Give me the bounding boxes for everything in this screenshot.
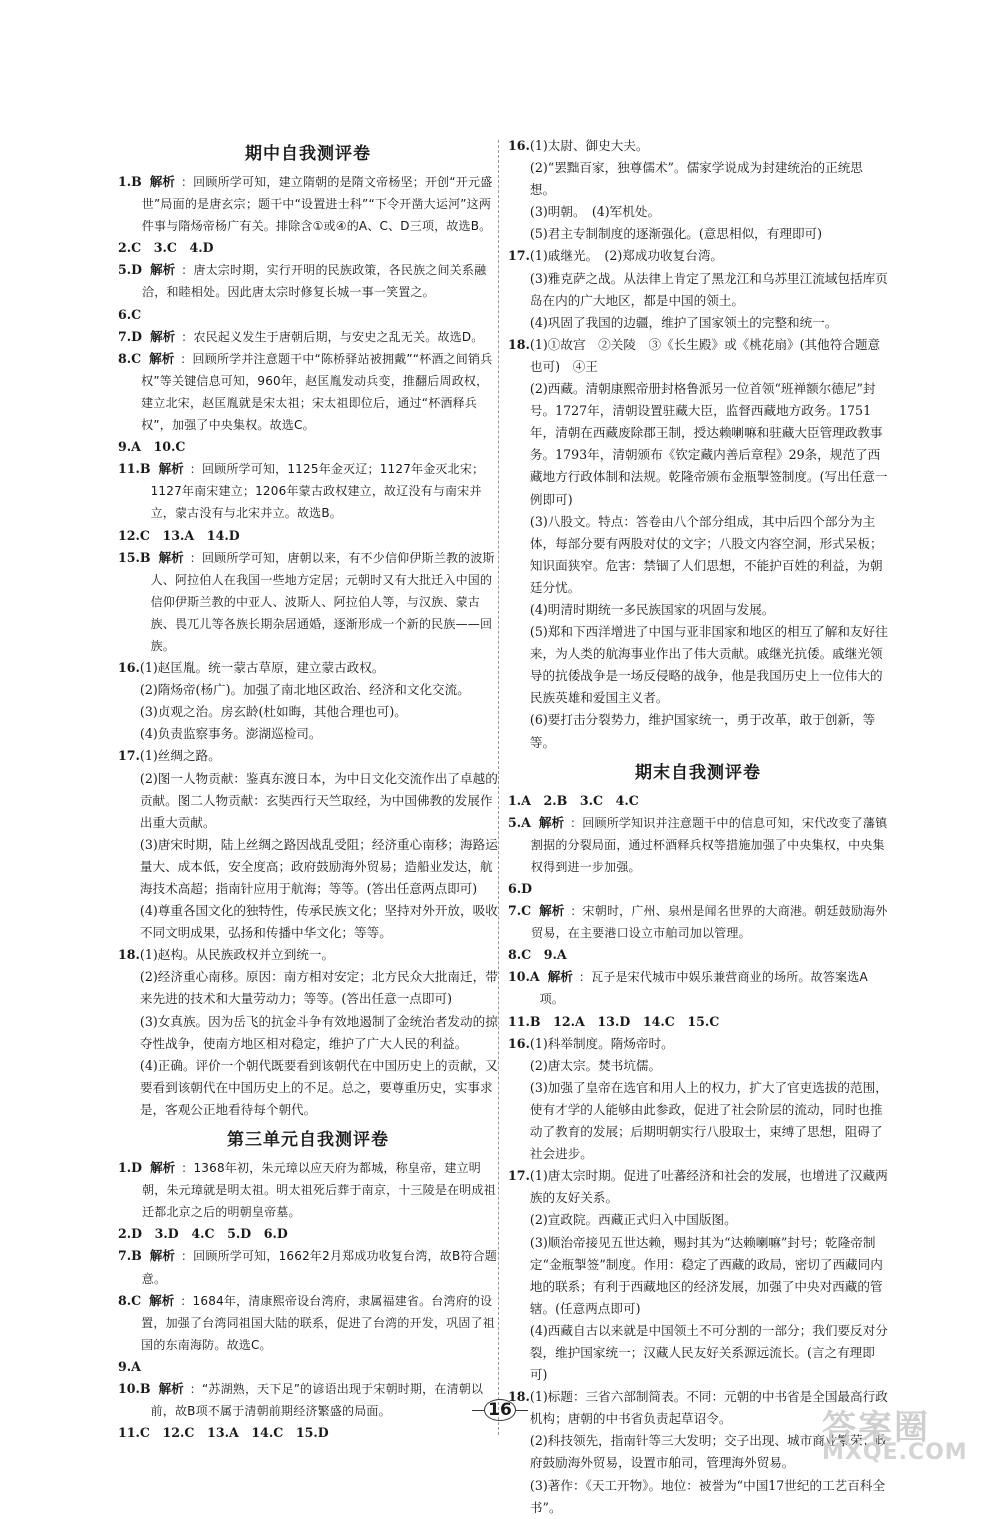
answer-body <box>141 304 498 326</box>
midterm-answer-list <box>118 171 498 1121</box>
answer-body <box>185 436 498 458</box>
left-column <box>118 135 498 1444</box>
explanation-text: ：回顾所学并注意题干中“陈桥驿站被拥戴”“杯酒之间销兵权”等关键信息可知，960年，赵匡胤发动兵变，推翻后周政权，建立北宋，赵匡胤就是宋太祖；宋太祖即位后，通过“杯酒释兵权”，加强了中央集权。故选C。 <box>141 351 493 433</box>
answer-item <box>508 1165 888 1386</box>
answer-body <box>532 878 888 900</box>
answer-body <box>531 812 888 878</box>
sub-answer: (4)尊重各国文化的独特性，传承民族文化；坚持对外开放，吸收不同文明成果，弘扬和传播中华文化；等等。 <box>139 903 498 941</box>
answer-body <box>142 326 498 348</box>
answer-number: 9.A <box>118 1358 141 1374</box>
answer-item <box>118 237 498 259</box>
explanation-text: ：宋朝时，广州、泉州是闻名世界的大商港。朝廷鼓励海外贸易，在主要港口设立市舶司加以管理。 <box>531 904 888 941</box>
answer-body <box>141 348 498 436</box>
answer-item <box>118 348 498 436</box>
answer-item <box>118 1223 498 1245</box>
sub-answer: (3)著作：《天工开物》。地位：被誉为“中国17世纪的工艺百科全书”。 <box>529 1477 886 1515</box>
sub-answer: (5)君主专制制度的逐渐强化。(意思相似，有理即可) <box>529 226 823 242</box>
watermark-url: MXQE.COM <box>822 1440 968 1465</box>
answer-number: 17. <box>508 248 530 264</box>
answer-body <box>142 1157 498 1223</box>
explanation-text: ：“苏湖熟，天下足”的谚语出现于宋朝时期，在清朝以前，故B项不属于清朝前期经济繁盛的局面。 <box>150 1381 484 1419</box>
explanation-tag: 解析 <box>547 969 573 985</box>
answer-item <box>118 547 498 657</box>
answer-item <box>508 900 888 944</box>
explanation-text: ：唐太宗时期，实行开明的民族政策，各民族之间关系融洽，和睦相处。因此唐太宗时修复长城一事一笑置之。 <box>142 263 487 300</box>
answer-item <box>118 436 498 458</box>
sub-answer: (2)图一人物贡献：鉴真东渡日本，为中日文化交流作出了卓越的贡献。图二人物贡献：玄奘西行天竺取经，为中国佛教的发展作出重大贡献。 <box>139 770 498 830</box>
sub-answer: (1)太尉、御史大夫。 <box>529 138 649 153</box>
sub-answer: (4)巩固了我国的边疆，维护了国家领土的完整和统一。 <box>529 314 838 330</box>
answer-body <box>530 1165 888 1386</box>
answer-body <box>719 1011 888 1033</box>
answer-body <box>151 547 498 657</box>
explanation-text: ：回顾所学可知，唐朝以来，有不少信仰伊斯兰教的波斯人、阿拉伯人在我国一些地方定居；元朝时又有大批迁入中国的信仰伊斯兰教的中亚人、波斯人、阿拉伯人等，与汉族、蒙古族、畏兀儿等各族长期杂居通婚，逐渐形成一个新的民族——回族。 <box>150 550 495 653</box>
answer-number: 5.D <box>118 262 143 278</box>
answer-number: 10.B <box>118 1380 151 1396</box>
explanation-tag: 解析 <box>149 1248 175 1264</box>
explanation-tag: 解析 <box>150 262 176 278</box>
answer-item <box>508 812 888 878</box>
answer-item <box>508 1033 888 1166</box>
answer-body <box>639 790 888 812</box>
answer-body <box>214 237 498 259</box>
answer-item <box>118 944 498 1121</box>
explanation-tag: 解析 <box>539 903 565 919</box>
answer-number: 11.C 12.C 13.A 14.C 15.D <box>118 1425 329 1441</box>
sub-answer: (3)加强了皇帝在选官和用人上的权力，扩大了官吏选拔的范围，使有才学的人能够由此参政，促进了社会阶层的流动，同时也推动了教育的发展；后期明朝实行八股取士，束缚了思想，阻碍了社会进步。 <box>529 1079 888 1162</box>
explanation-tag: 解析 <box>158 1380 184 1396</box>
answer-number: 11.B 12.A 13.D 14.C 15.C <box>508 1013 720 1029</box>
answer-number: 10.A <box>508 969 540 985</box>
answer-number: 6.C <box>118 306 142 322</box>
answer-number: 8.C 9.A <box>508 947 567 963</box>
answer-item <box>508 245 888 333</box>
answer-body <box>140 657 498 745</box>
answer-body <box>567 944 888 966</box>
answer-body <box>140 944 498 1121</box>
answer-body <box>540 966 888 1010</box>
sub-answer: (5)郑和下西洋增进了中国与亚非国家和地区的相互了解和友好往来，为人类的航海事业作出了伟大贡献。戚继光抗倭。戚继光领导的抗倭战争是一场反侵略的战争，他是我国历史上一位伟大的民族英雄和爱国主义者。 <box>529 624 888 706</box>
page-number-dash-left <box>472 1410 484 1411</box>
final-section-title: 期末自我测评卷 <box>635 762 761 783</box>
sub-answer: (3)八股文。特点：答卷由八个部分组成，其中后四个部分为主体，每部分要有两股对仗的文字；八股文内容空洞，形式呆板；知识面狭窄。危害：禁锢了人们思想，不能护百姓的利益，为朝廷分忧。 <box>529 513 883 595</box>
answer-item <box>118 1290 498 1356</box>
answer-body <box>530 135 888 245</box>
answer-number: 17. <box>508 1168 530 1184</box>
explanation-text: ：1368年初，朱元璋以应天府为都城，称皇帝，建立明朝，朱元璋就是明太祖。明太祖死后葬于南京，十三陵是在明成祖迁都北京之后的明朝皇帝墓。 <box>142 1161 496 1220</box>
answer-item <box>118 745 498 944</box>
answer-body <box>240 525 498 547</box>
explanation-text: ：回顾所学可知，1662年2月郑成功收复台湾，故B符合题意。 <box>141 1249 497 1286</box>
answer-number: 1.D <box>118 1160 143 1176</box>
sub-answer: (2)隋炀帝(杨广)。加强了南北地区政治、经济和文化交流。 <box>139 682 470 698</box>
page-number-value: 16 <box>484 1399 516 1421</box>
answer-number: 18. <box>508 336 530 352</box>
sub-answer: (2)宣政院。西藏正式归入中国版图。 <box>529 1212 737 1228</box>
explanation-text: ：回顾所学可知，1125年金灭辽；1127年金灭北宋；1127年南宋建立；1206年蒙古政权建立，故辽没有与南宋并立，蒙古没有与北宋并立。故选B。 <box>150 462 485 521</box>
sub-answer: (2)科技领先，指南针等三大发明；交子出现、城市商业繁荣；政府鼓励海外贸易，设置市舶司，管理海外贸易。 <box>529 1433 888 1471</box>
answer-body <box>329 1422 498 1444</box>
explanation-text: ：回顾所学知识并注意题干中的信息可知，宋代改变了藩镇割据的分裂局面，通过杯酒释兵权等措施加强了中央集权，中央集权得到进一步加强。 <box>530 815 888 874</box>
sub-answer: (2)唐太宗。焚书坑儒。 <box>529 1057 662 1073</box>
answer-body <box>530 245 888 333</box>
answer-number: 7.D <box>118 328 143 344</box>
answer-body <box>142 259 498 303</box>
sub-answer: (1)科举制度。隋炀帝时。 <box>529 1035 674 1051</box>
sub-answer: (4)明清时期统一多民族国家的巩固与发展。 <box>529 601 775 617</box>
answer-body <box>288 1223 498 1245</box>
explanation-tag: 解析 <box>158 461 184 477</box>
sub-answer: (1)唐太宗时期。促进了吐蕃经济和社会的发展，也增进了汉藏两族的友好关系。 <box>529 1168 888 1206</box>
answer-number: 7.C <box>508 903 532 919</box>
answer-number: 8.C <box>118 1292 142 1308</box>
column-divider <box>498 140 499 1435</box>
explanation-text: ：1684年，清康熙帝设台湾府，隶属福建省。台湾府的设置，加强了台湾同祖国大陆的联系，促进了台湾的开发，巩固了祖国的东南海防。故选C。 <box>141 1293 495 1352</box>
page-number-dash-right <box>516 1410 528 1411</box>
sub-answer: (3)雅克萨之战。从法律上肯定了黑龙江和乌苏里江流域包括库页岛在内的广大地区，都是中国的领土。 <box>529 270 888 308</box>
unit3-section-title: 第三单元自我测评卷 <box>227 1130 389 1151</box>
answer-item <box>118 1356 498 1378</box>
answer-item <box>118 1245 498 1289</box>
answer-item <box>508 1011 888 1033</box>
answer-item <box>118 1422 498 1444</box>
sub-answer: (4)正确。评价一个朝代既要看到该朝代在中国历史上的贡献，又要看到该朝代在中国历史上的不足。总之，要尊重历史，实事求是，客观公正地看待每个朝代。 <box>139 1057 498 1117</box>
answer-body <box>151 1378 498 1422</box>
sub-answer: (1)赵匡胤。统一蒙古草原，建立蒙古政权。 <box>139 660 385 676</box>
answer-number: 16. <box>508 1035 530 1051</box>
answer-item <box>508 334 888 754</box>
answer-number: 2.C 3.C 4.D <box>118 240 214 256</box>
explanation-text: ：农民起义发生于唐朝后期，与安史之乱无关。故选D。 <box>181 329 484 344</box>
sub-answer: (2)西藏。清朝康熙帝册封格鲁派另一位首领“班禅额尔德尼”封号。1727年，清朝设置驻藏大臣，监督西藏地方政务。1751年，清朝在西藏废除郡王制，授达赖喇嘛和驻藏大臣管理政教事务。1793年，清朝颁布《钦定藏内善后章程》29条，规范了西藏地方行政体制和法规。乾隆帝颁布金瓶掣签制度。(写出任意一例即可) <box>529 381 888 507</box>
sub-answer: (3)贞观之治。房玄龄(杜如晦，其他合理也可)。 <box>139 704 407 720</box>
sub-answer: (1)赵构。从民族政权并立到统一。 <box>139 947 335 963</box>
answer-body <box>151 458 498 524</box>
right-column <box>508 135 888 1519</box>
answer-item <box>118 1157 498 1223</box>
midterm-section-title: 期中自我测评卷 <box>245 144 371 164</box>
sub-answer: (3)明朝。 (4)军机处。 <box>529 204 661 220</box>
sub-answer: (6)要打击分裂势力，维护国家统一，勇于改革，敢于创新，等等。 <box>529 712 876 750</box>
explanation-tag: 解析 <box>538 814 565 830</box>
answer-item <box>118 657 498 745</box>
answer-item <box>118 304 498 326</box>
sub-answer: (2)经济重心南移。原因：南方相对安定；北方民众大批南迁，带来先进的技术和大量劳动力；等等。(答出任意一点即可) <box>139 969 498 1007</box>
answer-number: 6.D <box>508 881 533 896</box>
explanation-tag: 解析 <box>150 328 176 344</box>
answer-item <box>118 1378 498 1422</box>
answer-body <box>142 171 498 237</box>
explanation-tag: 解析 <box>149 174 175 189</box>
answer-number: 7.B <box>118 1248 142 1264</box>
answer-body <box>140 745 498 944</box>
answer-item <box>118 326 498 348</box>
answer-body <box>141 1356 498 1378</box>
answer-body <box>531 900 888 944</box>
answer-item <box>508 944 888 966</box>
answer-number: 5.A <box>508 814 531 830</box>
sub-answer: (4)负责监察事务。澎湖巡检司。 <box>139 726 322 742</box>
answer-item <box>508 878 888 900</box>
answer-number: 15.B <box>118 549 151 565</box>
unit3-answer-list <box>118 1157 498 1444</box>
explanation-text: ：回顾所学可知，建立隋朝的是隋文帝杨坚；开创“开元盛世”局面的是唐玄宗；题干中“设置进士科”“下令开凿大运河”这两件事与隋炀帝杨广有关。排除含①或④的A、C、D三项，故选B。 <box>141 175 493 234</box>
sub-answer: (3)唐宋时期，陆上丝绸之路因战乱受阻；经济重心南移；海路运量大、成本低，安全度高；政府鼓励海外贸易；造船业发达，航海技术高超；指南针应用于航海；等等。(答出任意两点即可) <box>139 836 498 896</box>
sub-answer: (1)丝绸之路。 <box>139 748 221 764</box>
explanation-tag: 解析 <box>149 350 175 366</box>
sub-answer: (1)标题：三省六部制简表。不同：元朝的中书省是全国最高行政机构；唐朝的中书省负责起草诏令。 <box>529 1389 888 1427</box>
answer-number: 18. <box>508 1389 530 1405</box>
answer-item <box>118 171 498 237</box>
answer-item <box>118 458 498 524</box>
sub-answer: (3)顺治帝接见五世达赖，赐封其为“达赖喇嘛”封号；乾隆帝制定“金瓶掣签”制度。作用：稳定了西藏的政局，密切了西藏同内地的联系；有利于西藏地区的经济发展，加强了中央对西藏的管辖。(任意两点即可) <box>529 1234 883 1316</box>
answer-number: 18. <box>118 947 140 963</box>
answer-body <box>142 1245 498 1289</box>
answer-item <box>508 790 888 812</box>
sub-answer: (1)戚继光。 (2)郑成功收复台湾。 <box>529 248 724 264</box>
explanation-tag: 解析 <box>158 549 184 565</box>
watermark-logo: 答案圈 <box>822 1408 930 1448</box>
answer-number: 2.D 3.D 4.C 5.D 6.D <box>118 1226 288 1242</box>
answer-number: 11.B <box>118 461 151 477</box>
explanation-text: ：瓦子是宋代城市中娱乐兼营商业的场所。故答案选A项。 <box>539 970 868 1007</box>
answer-item <box>508 135 888 245</box>
sub-answer: (2)“罢黜百家，独尊儒术”。儒家学说成为封建统治的正统思想。 <box>529 160 863 198</box>
answer-number: 8.C <box>118 350 142 366</box>
answer-item <box>508 966 888 1010</box>
page-number <box>470 1400 530 1420</box>
answer-number: 17. <box>118 748 140 764</box>
answer-body <box>530 334 888 754</box>
answer-body <box>141 1290 498 1356</box>
answer-body <box>530 1033 888 1166</box>
sub-answer: (4)西藏自古以来就是中国领土不可分割的一部分；我们要反对分裂，维护国家统一；汉藏人民友好关系源远流长。(言之有理即可) <box>529 1322 888 1383</box>
answer-number: 1.A 2.B 3.C 4.C <box>508 792 639 808</box>
explanation-tag: 解析 <box>149 1292 175 1308</box>
answer-item <box>118 525 498 547</box>
explanation-tag: 解析 <box>150 1160 176 1176</box>
midterm-continued-answer-list <box>508 135 888 754</box>
answer-number: 1.B <box>118 174 142 189</box>
answer-number: 12.C 13.A 14.D <box>118 527 240 543</box>
answer-number: 16. <box>118 660 140 676</box>
sub-answer: (3)女真族。因为岳飞的抗金斗争有效地遏制了金统治者发动的掠夺性战争，使南方地区相对稳定，维护了广大人民的利益。 <box>139 1013 498 1051</box>
answer-number: 16. <box>508 138 530 153</box>
answer-number: 9.A 10.C <box>118 439 186 455</box>
sub-answer: (1)①故宫 ②关陵 ③《长生殿》或《桃花扇》(其他符合题意也可) ④王 <box>529 336 881 374</box>
answer-item <box>118 259 498 303</box>
